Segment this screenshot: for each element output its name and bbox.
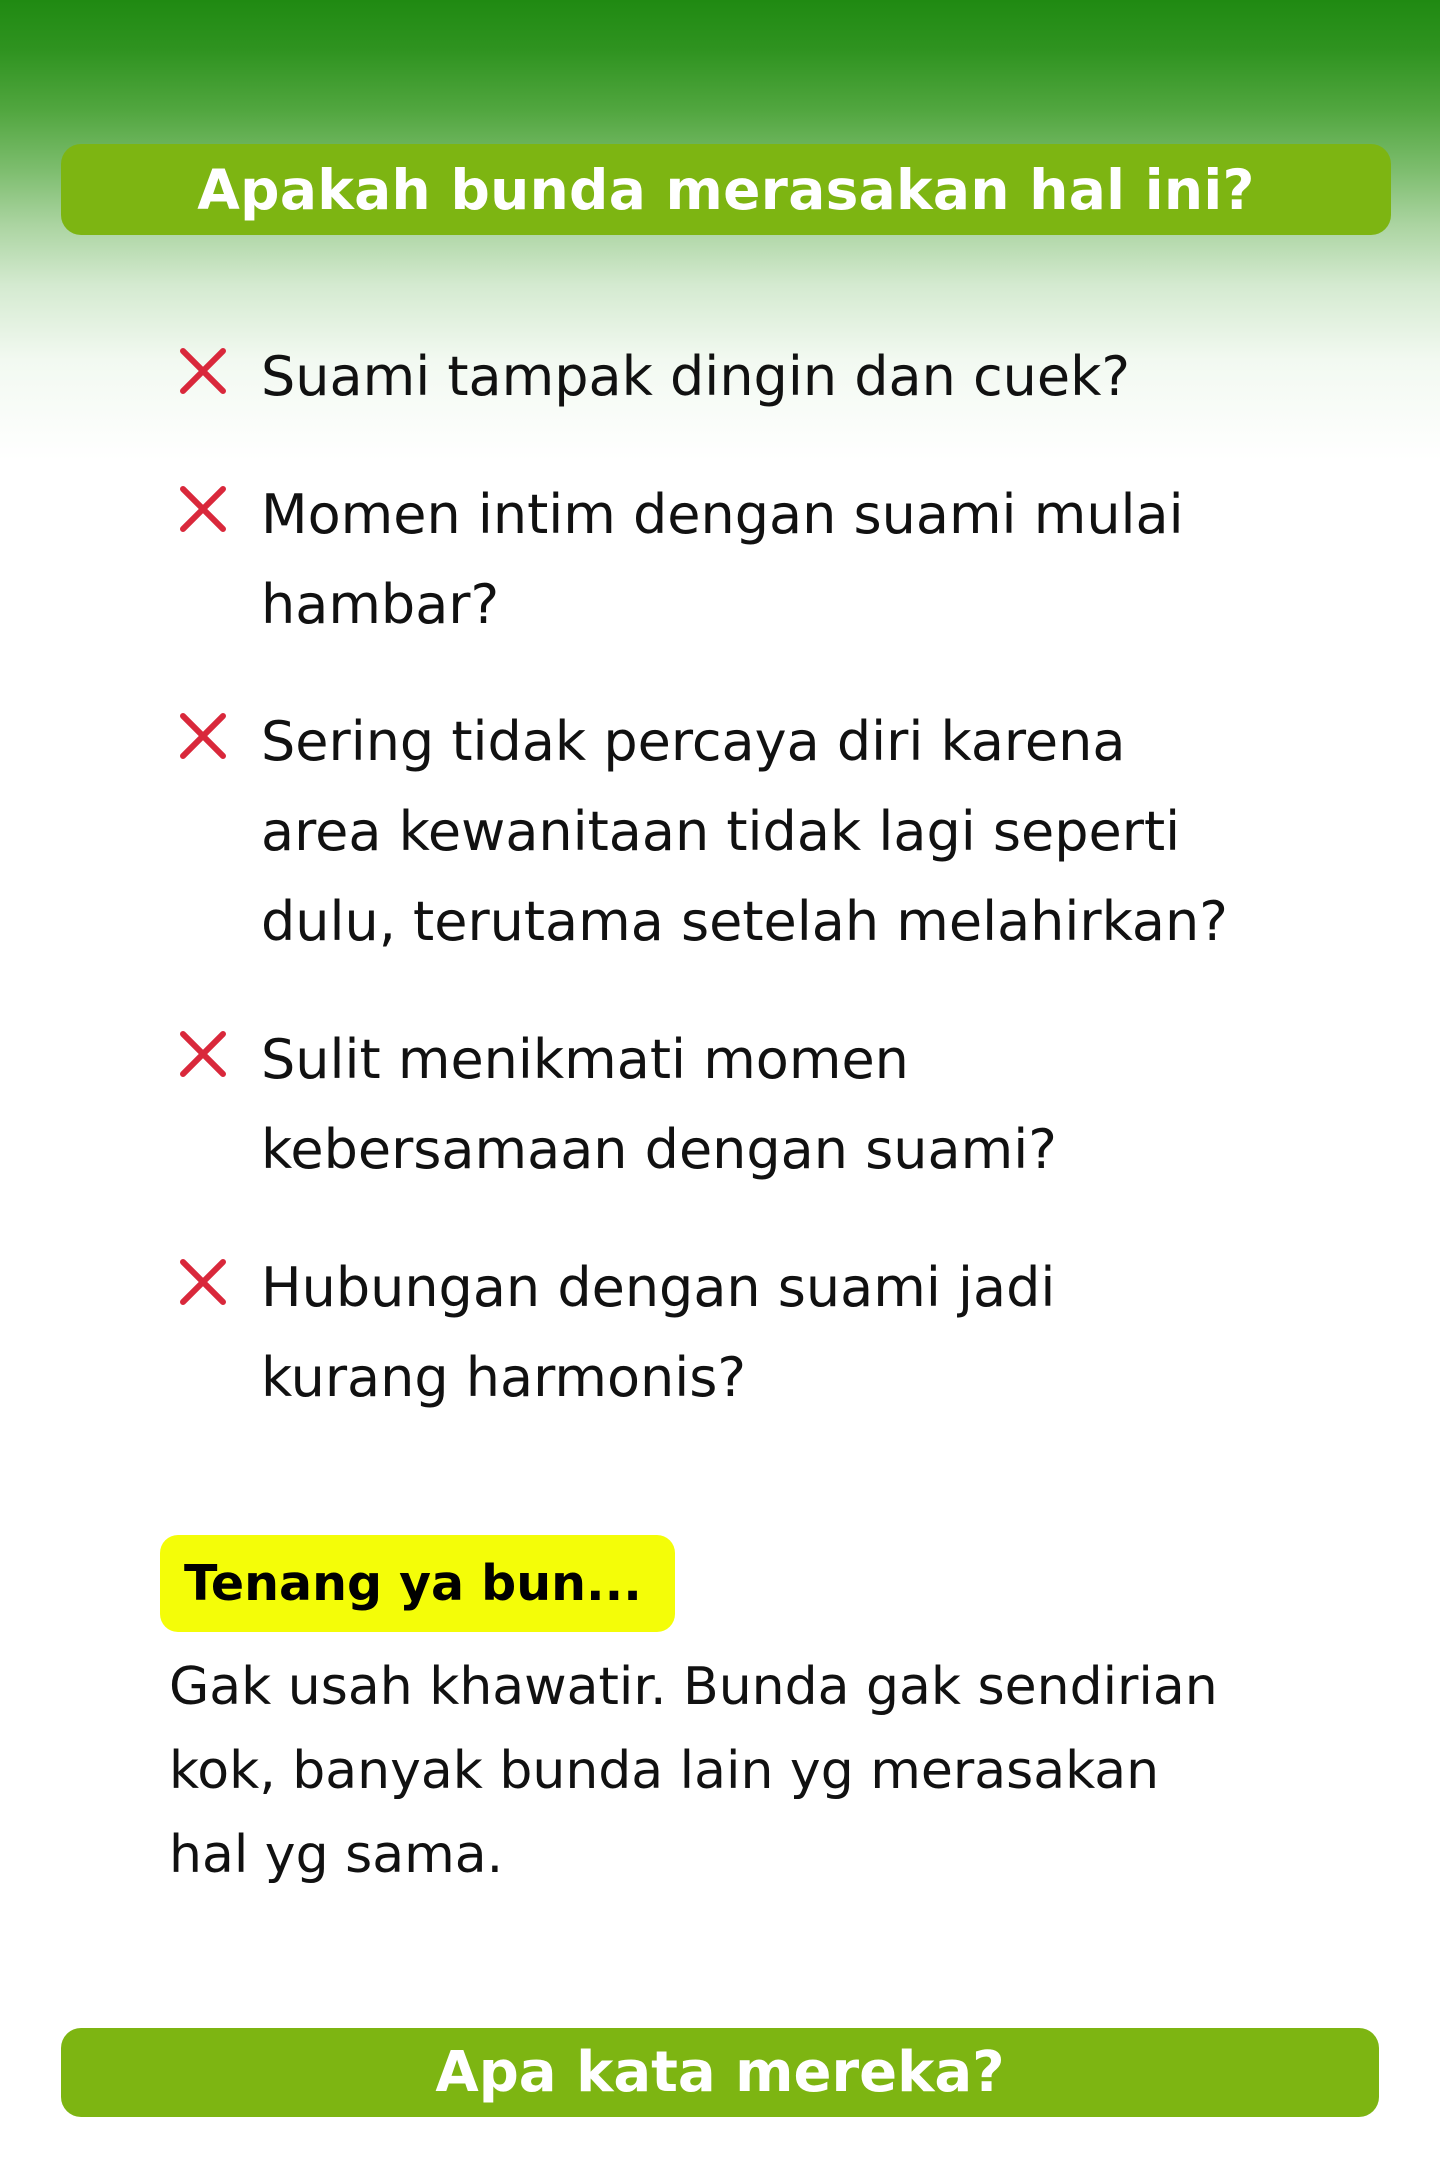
problem-line: Suami tampak dingin dan cuek?: [261, 345, 1131, 408]
testimonials-title: Apa kata mereka?: [435, 2040, 1005, 2105]
problem-line: dulu, terutama setelah melahirkan?: [261, 890, 1228, 953]
problem-line: area kewanitaan tidak lagi seperti: [261, 800, 1181, 863]
cross-icon: [178, 1257, 228, 1307]
problem-line: Sering tidak percaya diri karena: [261, 710, 1126, 773]
reassurance-line: kok, banyak bunda lain yg merasakan: [169, 1741, 1160, 1801]
cross-icon: [178, 346, 228, 396]
problem-text: [261, 332, 1411, 422]
problem-line: Momen intim dengan suami mulai: [261, 483, 1184, 546]
problem-line: hambar?: [261, 573, 500, 636]
problem-text: [261, 697, 1411, 967]
reassurance-line: Gak usah khawatir. Bunda gak sendirian: [169, 1657, 1218, 1717]
cross-icon: [178, 711, 228, 761]
reassurance-badge-label: Tenang ya bun...: [184, 1555, 642, 1612]
reassurance-line: hal yg sama.: [169, 1825, 504, 1885]
problem-line: Sulit menikmati momen: [261, 1028, 909, 1091]
cross-icon: [178, 484, 228, 534]
problem-text: [261, 1015, 1411, 1195]
reassurance-text: [169, 1645, 1349, 1897]
problem-line: Hubungan dengan suami jadi: [261, 1256, 1056, 1319]
reassurance-badge: [160, 1535, 675, 1632]
problem-text: [261, 470, 1411, 650]
section-title-banner: [61, 144, 1391, 235]
problem-text: [261, 1243, 1411, 1423]
testimonials-title-banner: [61, 2028, 1379, 2117]
section-title: Apakah bunda merasakan hal ini?: [197, 157, 1255, 222]
problem-line: kurang harmonis?: [261, 1346, 747, 1409]
problem-line: kebersamaan dengan suami?: [261, 1118, 1057, 1181]
cross-icon: [178, 1029, 228, 1079]
